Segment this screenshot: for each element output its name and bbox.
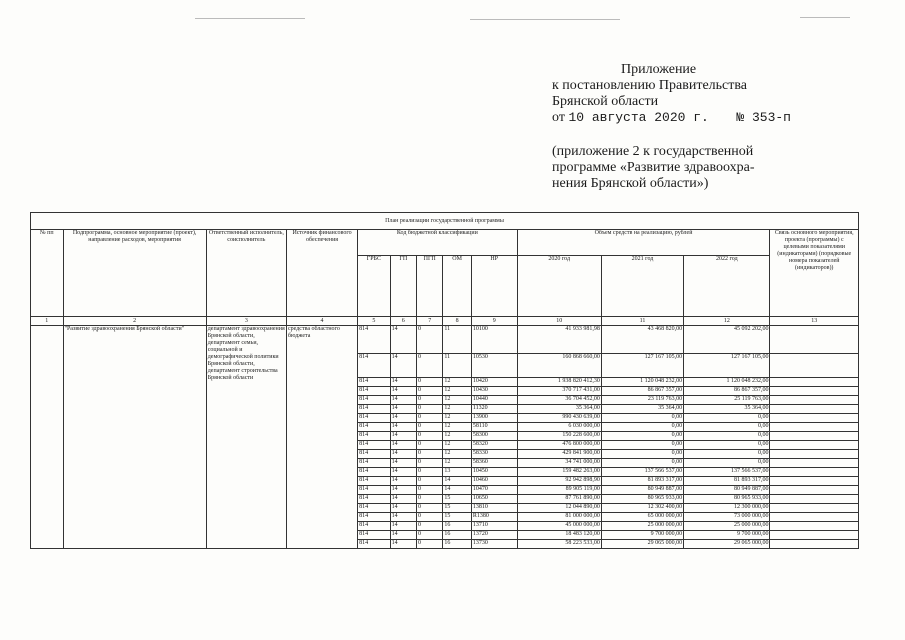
- header-nr: НР: [471, 256, 517, 317]
- cell-nr: 10470: [471, 486, 517, 495]
- column-number: 11: [601, 317, 683, 326]
- cell-link: [770, 468, 859, 477]
- cell-pgp: 0: [417, 387, 443, 396]
- cell-pgp: 0: [417, 459, 443, 468]
- header-om: ОМ: [443, 256, 471, 317]
- cell-nr: 10460: [471, 477, 517, 486]
- cell-gp: 14: [390, 459, 416, 468]
- cell-y2021: 23 119 763,00: [601, 396, 683, 405]
- cell-y2021: 65 000 000,00: [601, 513, 683, 522]
- reference-line: нения Брянской области»): [552, 176, 709, 191]
- cell-link: [770, 432, 859, 441]
- cell-y2021: 0,00: [601, 450, 683, 459]
- cell-pgp: 0: [417, 450, 443, 459]
- cell-grbs: 814: [358, 495, 391, 504]
- cell-y2021: 86 867 357,00: [601, 387, 683, 396]
- column-number: 10: [517, 317, 601, 326]
- cell-y2022: 12 300 000,00: [684, 504, 770, 513]
- cell-y2022: 80 965 933,00: [684, 495, 770, 504]
- date-prefix: от: [552, 110, 565, 125]
- cell-y2021: 9 700 000,00: [601, 531, 683, 540]
- column-number: 2: [63, 317, 206, 326]
- header-gp: ГП: [390, 256, 416, 317]
- cell-gp: 14: [390, 540, 416, 549]
- cell-nr: 11320: [471, 405, 517, 414]
- cell-nr: 13810: [471, 504, 517, 513]
- cell-grbs: 814: [358, 486, 391, 495]
- cell-link: [770, 387, 859, 396]
- cell-y2021: 80 949 887,00: [601, 486, 683, 495]
- cell-grbs: 814: [358, 354, 391, 378]
- cell-y2020: 990 430 639,00: [517, 414, 601, 423]
- header-executor: Ответственный исполнитель, соисполнитель: [206, 230, 286, 317]
- column-number: 7: [417, 317, 443, 326]
- cell-y2022: 86 867 357,00: [684, 387, 770, 396]
- cell-pgp: 0: [417, 432, 443, 441]
- header-link: Связь основного мероприятия, проекта (программы) с целевыми показателями (индикаторами) (порядковые номера показателей (индикаторов)): [770, 230, 859, 317]
- cell-gp: 14: [390, 522, 416, 531]
- cell-nr: 10420: [471, 378, 517, 387]
- scan-mark: [470, 19, 620, 20]
- cell-grbs: 814: [358, 522, 391, 531]
- cell-link: [770, 414, 859, 423]
- cell-grbs: 814: [358, 459, 391, 468]
- cell-grbs: 814: [358, 450, 391, 459]
- cell-grbs: 814: [358, 326, 391, 354]
- header-2021: 2021 год: [601, 256, 683, 317]
- cell-y2020: 1 938 820 412,30: [517, 378, 601, 387]
- cell-y2020: 160 868 660,00: [517, 354, 601, 378]
- cell-pgp: 0: [417, 354, 443, 378]
- cell-grbs: 814: [358, 531, 391, 540]
- cell-y2021: 0,00: [601, 459, 683, 468]
- scan-mark: [800, 17, 850, 18]
- cell-y2020: 87 761 890,00: [517, 495, 601, 504]
- cell-link: [770, 423, 859, 432]
- cell-gp: 14: [390, 513, 416, 522]
- cell-link: [770, 495, 859, 504]
- cell-nr: 10100: [471, 326, 517, 354]
- cell-y2022: 0,00: [684, 423, 770, 432]
- cell-y2022: 25 119 763,00: [684, 396, 770, 405]
- cell-om: 12: [443, 432, 471, 441]
- cell-nr: 10430: [471, 387, 517, 396]
- cell-grbs: 814: [358, 378, 391, 387]
- cell-y2020: 476 800 000,00: [517, 441, 601, 450]
- cell-pgp: 0: [417, 477, 443, 486]
- cell-gp: 14: [390, 387, 416, 396]
- plan-table: [30, 212, 859, 549]
- header-grbs: ГРБС: [358, 256, 391, 317]
- cell-y2022: 0,00: [684, 414, 770, 423]
- cell-y2022: 9 700 000,00: [684, 531, 770, 540]
- cell-y2021: 29 065 000,00: [601, 540, 683, 549]
- cell-grbs: 814: [358, 387, 391, 396]
- cell-y2022: 0,00: [684, 441, 770, 450]
- cell-om: 15: [443, 504, 471, 513]
- cell-pgp: 0: [417, 504, 443, 513]
- column-number: 3: [206, 317, 286, 326]
- reference-line: программе «Развитие здравоохра-: [552, 160, 755, 175]
- cell-link: [770, 326, 859, 354]
- cell-y2021: 0,00: [601, 441, 683, 450]
- cell-nr: R1380: [471, 513, 517, 522]
- reference-line: (приложение 2 к государственной: [552, 144, 754, 159]
- cell-om: 15: [443, 513, 471, 522]
- cell-grbs: 814: [358, 396, 391, 405]
- cell-y2022: 0,00: [684, 432, 770, 441]
- cell-gp: 14: [390, 495, 416, 504]
- cell-pgp: 0: [417, 540, 443, 549]
- cell-om: 12: [443, 450, 471, 459]
- cell-y2020: 36 704 452,00: [517, 396, 601, 405]
- plan-title: План реализации государственной программы: [31, 213, 859, 230]
- program-name: "Развитие здравоохранения Брянской области": [63, 326, 206, 549]
- cell-nr: 58320: [471, 441, 517, 450]
- cell-grbs: 814: [358, 504, 391, 513]
- cell-gp: 14: [390, 396, 416, 405]
- cell-gp: 14: [390, 504, 416, 513]
- cell-nr: 10450: [471, 468, 517, 477]
- document-date: 10 августа 2020 г.: [568, 110, 709, 125]
- cell-pgp: 0: [417, 495, 443, 504]
- cell-y2020: 45 000 000,00: [517, 522, 601, 531]
- document-number: № 353-п: [736, 110, 791, 125]
- cell-nr: 10530: [471, 354, 517, 378]
- column-number: 12: [684, 317, 770, 326]
- cell-nr: 58360: [471, 459, 517, 468]
- cell-om: 12: [443, 387, 471, 396]
- column-number: 8: [443, 317, 471, 326]
- funding-source: средства областного бюджета: [286, 326, 357, 549]
- column-number: 5: [358, 317, 391, 326]
- cell-gp: 14: [390, 405, 416, 414]
- cell-y2020: 81 000 000,00: [517, 513, 601, 522]
- cell-y2020: 92 942 898,90: [517, 477, 601, 486]
- cell-pgp: 0: [417, 378, 443, 387]
- cell-gp: 14: [390, 423, 416, 432]
- cell-y2021: 137 566 537,00: [601, 468, 683, 477]
- cell-om: 11: [443, 326, 471, 354]
- header-line: к постановлению Правительства: [552, 78, 748, 93]
- cell-om: 16: [443, 522, 471, 531]
- header-2020: 2020 год: [517, 256, 601, 317]
- cell-link: [770, 459, 859, 468]
- cell-y2021: 81 893 317,00: [601, 477, 683, 486]
- cell-y2020: 18 483 120,00: [517, 531, 601, 540]
- cell-y2020: 159 482 263,00: [517, 468, 601, 477]
- cell-pgp: 0: [417, 522, 443, 531]
- cell-y2020: 34 741 000,00: [517, 459, 601, 468]
- cell-y2021: 35 364,00: [601, 405, 683, 414]
- cell-y2021: 0,00: [601, 423, 683, 432]
- cell-y2020: 35 364,00: [517, 405, 601, 414]
- column-number: 9: [471, 317, 517, 326]
- table-row: [31, 326, 859, 354]
- scan-mark: [195, 18, 305, 19]
- cell-gp: 14: [390, 354, 416, 378]
- cell-gp: 14: [390, 326, 416, 354]
- cell-om: 16: [443, 531, 471, 540]
- header-line: Брянской области: [552, 94, 659, 109]
- cell-y2021: 80 965 933,00: [601, 495, 683, 504]
- cell-pgp: 0: [417, 441, 443, 450]
- cell-om: 12: [443, 423, 471, 432]
- cell-pgp: 0: [417, 326, 443, 354]
- cell-om: 12: [443, 405, 471, 414]
- cell-pgp: 0: [417, 486, 443, 495]
- cell-y2020: 58 223 533,00: [517, 540, 601, 549]
- cell-grbs: 814: [358, 441, 391, 450]
- cell-y2021: 0,00: [601, 432, 683, 441]
- cell-y2022: 35 364,00: [684, 405, 770, 414]
- cell-nr: 13720: [471, 531, 517, 540]
- cell-y2021: 25 000 000,00: [601, 522, 683, 531]
- appendix-title: Приложение: [621, 62, 697, 77]
- cell-y2020: 6 030 000,00: [517, 423, 601, 432]
- cell-link: [770, 540, 859, 549]
- cell-y2020: 429 841 900,00: [517, 450, 601, 459]
- cell-link: [770, 486, 859, 495]
- cell-y2021: 0,00: [601, 414, 683, 423]
- column-number: 13: [770, 317, 859, 326]
- cell-nr: 13710: [471, 522, 517, 531]
- cell-y2022: 0,00: [684, 450, 770, 459]
- cell-link: [770, 354, 859, 378]
- header-budget-code: Код бюджетной классификации: [358, 230, 517, 256]
- header-volume: Объем средств на реализацию, рублей: [517, 230, 770, 256]
- cell-gp: 14: [390, 477, 416, 486]
- cell-om: 12: [443, 414, 471, 423]
- cell-y2022: 127 167 105,00: [684, 354, 770, 378]
- cell-link: [770, 396, 859, 405]
- cell-y2020: 370 717 431,00: [517, 387, 601, 396]
- cell-gp: 14: [390, 486, 416, 495]
- cell-nr: 10440: [471, 396, 517, 405]
- column-number: 4: [286, 317, 357, 326]
- cell-om: 12: [443, 459, 471, 468]
- cell-gp: 14: [390, 531, 416, 540]
- cell-nr: 58330: [471, 450, 517, 459]
- cell-grbs: 814: [358, 405, 391, 414]
- column-number: 6: [390, 317, 416, 326]
- cell-gp: 14: [390, 378, 416, 387]
- cell-link: [770, 450, 859, 459]
- header-num: № пп: [31, 230, 64, 317]
- cell-y2020: 41 933 981,98: [517, 326, 601, 354]
- cell-gp: 14: [390, 432, 416, 441]
- cell-y2021: 12 302 400,00: [601, 504, 683, 513]
- cell-y2021: 1 120 048 232,00: [601, 378, 683, 387]
- header-pgp: ПГП: [417, 256, 443, 317]
- cell-om: 11: [443, 354, 471, 378]
- executor: департамент здравоохранения Брянской области, департамент семьи, социальной и демографической политики Брянской области, департамент строительства Брянской области: [206, 326, 286, 549]
- cell-grbs: 814: [358, 513, 391, 522]
- column-number-row: [31, 317, 859, 326]
- cell-om: 15: [443, 495, 471, 504]
- cell-grbs: 814: [358, 540, 391, 549]
- cell-om: 12: [443, 441, 471, 450]
- cell-y2020: 89 905 119,00: [517, 486, 601, 495]
- cell-nr: 13730: [471, 540, 517, 549]
- cell-om: 16: [443, 540, 471, 549]
- cell-link: [770, 504, 859, 513]
- cell-nr: 58110: [471, 423, 517, 432]
- cell-grbs: 814: [358, 477, 391, 486]
- cell-link: [770, 531, 859, 540]
- cell-gp: 14: [390, 468, 416, 477]
- cell-link: [770, 513, 859, 522]
- cell-grbs: 814: [358, 432, 391, 441]
- cell-nr: 58300: [471, 432, 517, 441]
- cell-pgp: 0: [417, 513, 443, 522]
- cell-y2022: 29 065 000,00: [684, 540, 770, 549]
- cell-link: [770, 405, 859, 414]
- cell-y2022: 1 120 048 232,00: [684, 378, 770, 387]
- cell-y2022: 45 092 202,00: [684, 326, 770, 354]
- cell-y2022: 25 000 000,00: [684, 522, 770, 531]
- cell-nr: 13900: [471, 414, 517, 423]
- cell-grbs: 814: [358, 468, 391, 477]
- cell-pgp: 0: [417, 531, 443, 540]
- cell-grbs: 814: [358, 414, 391, 423]
- cell-link: [770, 441, 859, 450]
- cell-gp: 14: [390, 441, 416, 450]
- cell-pgp: 0: [417, 423, 443, 432]
- cell-om: 13: [443, 468, 471, 477]
- cell-link: [770, 477, 859, 486]
- cell-y2021: 127 167 105,00: [601, 354, 683, 378]
- cell-grbs: 814: [358, 423, 391, 432]
- cell-y2022: 137 566 537,00: [684, 468, 770, 477]
- header-source: Источник финансового обеспечения: [286, 230, 357, 317]
- cell-y2022: 81 893 317,00: [684, 477, 770, 486]
- cell-y2022: 0,00: [684, 459, 770, 468]
- row-number: [31, 326, 64, 549]
- cell-pgp: 0: [417, 468, 443, 477]
- cell-gp: 14: [390, 450, 416, 459]
- column-number: 1: [31, 317, 64, 326]
- cell-nr: 10650: [471, 495, 517, 504]
- cell-om: 14: [443, 486, 471, 495]
- cell-link: [770, 522, 859, 531]
- header-2022: 2022 год: [684, 256, 770, 317]
- cell-link: [770, 378, 859, 387]
- document-header: [552, 62, 882, 192]
- header-program: Подпрограмма, основное мероприятие (проект), направление расходов, мероприятия: [63, 230, 206, 317]
- cell-pgp: 0: [417, 414, 443, 423]
- cell-pgp: 0: [417, 405, 443, 414]
- cell-pgp: 0: [417, 396, 443, 405]
- cell-y2022: 80 949 887,00: [684, 486, 770, 495]
- cell-y2022: 73 000 000,00: [684, 513, 770, 522]
- cell-y2020: 12 044 890,00: [517, 504, 601, 513]
- cell-y2020: 150 228 600,00: [517, 432, 601, 441]
- cell-gp: 14: [390, 414, 416, 423]
- date-line: [552, 110, 882, 126]
- cell-om: 12: [443, 396, 471, 405]
- cell-y2021: 43 468 820,00: [601, 326, 683, 354]
- cell-om: 12: [443, 378, 471, 387]
- cell-om: 14: [443, 477, 471, 486]
